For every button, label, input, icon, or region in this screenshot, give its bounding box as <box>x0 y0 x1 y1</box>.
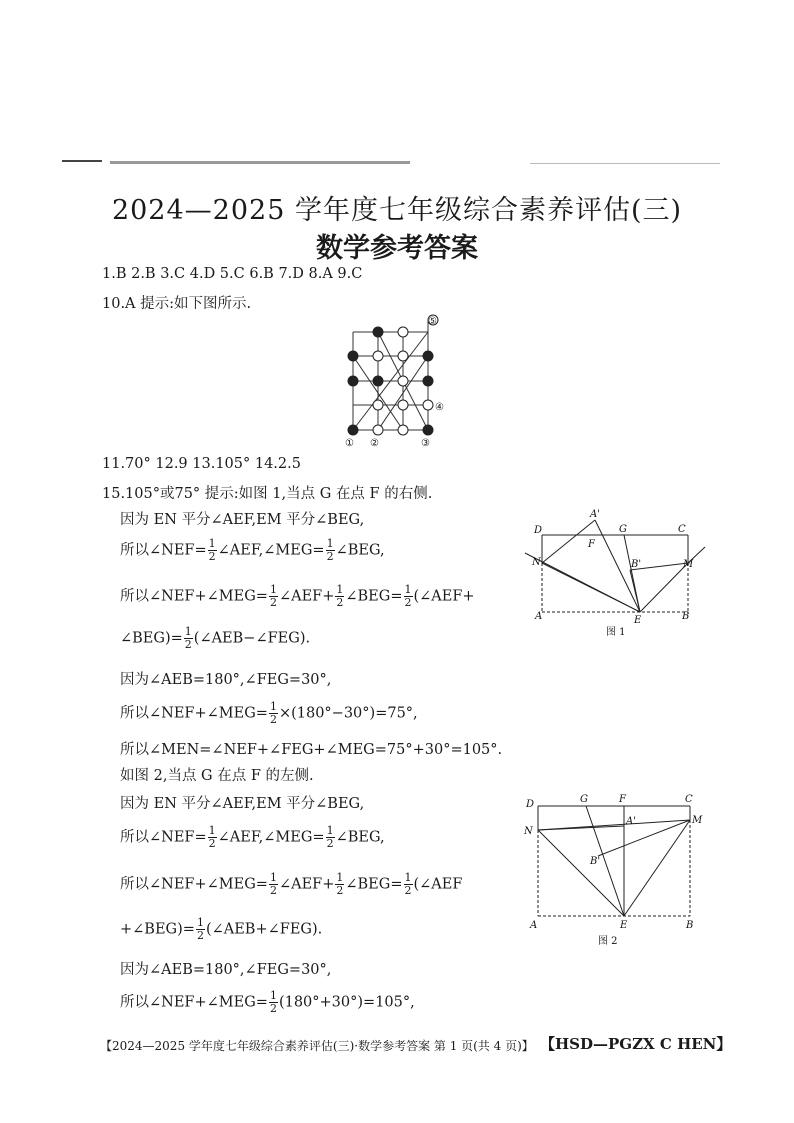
fig1-label-A: A <box>535 611 543 622</box>
footer-code: 【HSD—PGZX C HEN】 <box>540 1035 732 1053</box>
fig2-label-F: F <box>619 794 626 805</box>
fig2-label-N: N <box>524 826 533 837</box>
case2-line2: 因为 EN 平分∠AEF,EM 平分∠BEG, <box>120 796 365 812</box>
case2-line1: 如图 2,当点 G 在点 F 的左侧. <box>120 768 314 784</box>
case2-line6: 因为∠AEB=180°,∠FEG=30°, <box>120 962 332 978</box>
fig1-caption: 图 1 <box>606 627 626 638</box>
grid-label-1: ① <box>345 438 354 448</box>
fig1-label-F: F <box>588 539 595 550</box>
scan-artifact <box>110 161 410 164</box>
case1-line6: 所以∠NEF+∠MEG= $\frac{1}{2}$ ×(180°−30°)=75°, <box>120 700 418 726</box>
fig2-label-E: E <box>620 920 628 931</box>
grid-figure <box>340 312 452 448</box>
grid-label-2: ② <box>370 438 379 448</box>
fig1-label-N: N <box>532 557 541 568</box>
grid-label-5: ⑤ <box>428 316 437 327</box>
fig1-label-M: M <box>683 559 694 570</box>
fig2-label-B-prime: B' <box>590 856 601 867</box>
q15-intro: 15.105°或75° 提示:如图 1,当点 G 在点 F 的右侧. <box>102 486 433 502</box>
fig2-label-D: D <box>526 799 535 810</box>
case2-line7: 所以∠NEF+∠MEG= $\frac{1}{2}$ (180°+30°)=105°, <box>120 989 415 1015</box>
fig2-label-C: C <box>685 794 693 805</box>
case1-line5: 因为∠AEB=180°,∠FEG=30°, <box>120 672 332 688</box>
mc-answers: 1.B 2.B 3.C 4.D 5.C 6.B 7.D 8.A 9.C <box>102 266 363 282</box>
grid-label-3: ③ <box>421 438 430 448</box>
footer-text: 【2024—2025 学年度七年级综合素养评估(三)·数学参考答案 第 1 页(共 4 页)】 <box>100 1039 534 1053</box>
figure-2 <box>520 790 710 950</box>
fig1-label-A-prime: A' <box>590 509 600 520</box>
fig1-label-B: B <box>682 611 690 622</box>
fig1-label-C: C <box>678 524 686 535</box>
fig1-label-D: D <box>534 525 543 536</box>
scan-artifact <box>62 160 102 162</box>
fig1-label-G: G <box>619 524 627 535</box>
case2-line3: 所以∠NEF= $\frac{1}{2}$ ∠AEF,∠MEG= $\frac{1}{2}$ ∠BEG, <box>120 824 385 850</box>
case2-line5: +∠BEG)= $\frac{1}{2}$ (∠AEB+∠FEG). <box>120 916 323 942</box>
fig2-label-M: M <box>692 815 703 826</box>
fig1-label-B-prime: B' <box>631 559 642 570</box>
fill-answers: 11.70° 12.9 13.105° 14.2.5 <box>102 456 301 472</box>
case1-line2: 所以∠NEF= $\frac{1}{2}$ ∠AEF,∠MEG= $\frac{1}{2}$ ∠BEG, <box>120 537 385 563</box>
page-subtitle: 数学参考答案 <box>316 233 478 264</box>
case1-line1: 因为 EN 平分∠AEF,EM 平分∠BEG, <box>120 512 365 528</box>
fig2-label-B: B <box>686 920 694 931</box>
scan-artifact <box>530 163 720 164</box>
fig2-caption: 图 2 <box>598 936 618 947</box>
page-title: 2024—2025 学年度七年级综合素养评估(三) <box>111 195 683 226</box>
fig1-label-E: E <box>634 615 642 626</box>
grid-label-4: ④ <box>435 402 444 413</box>
q10-answer: 10.A 提示:如下图所示. <box>102 296 252 312</box>
case1-line3: 所以∠NEF+∠MEG= $\frac{1}{2}$ ∠AEF+ $\frac{1}{2}$ ∠BEG= $\frac{1}{2}$ (∠AEF+ <box>120 583 475 609</box>
case2-line4: 所以∠NEF+∠MEG= $\frac{1}{2}$ ∠AEF+ $\frac{1}{2}$ ∠BEG= $\frac{1}{2}$ (∠AEF <box>120 871 463 897</box>
figure-1 <box>520 505 710 655</box>
fig2-label-A-prime: A' <box>626 816 636 827</box>
fig2-label-A: A <box>530 920 538 931</box>
fig2-label-G: G <box>580 794 588 805</box>
case1-line7: 所以∠MEN=∠NEF+∠FEG+∠MEG=75°+30°=105°. <box>120 742 503 758</box>
case1-line4: ∠BEG)= $\frac{1}{2}$ (∠AEB−∠FEG). <box>120 625 311 651</box>
